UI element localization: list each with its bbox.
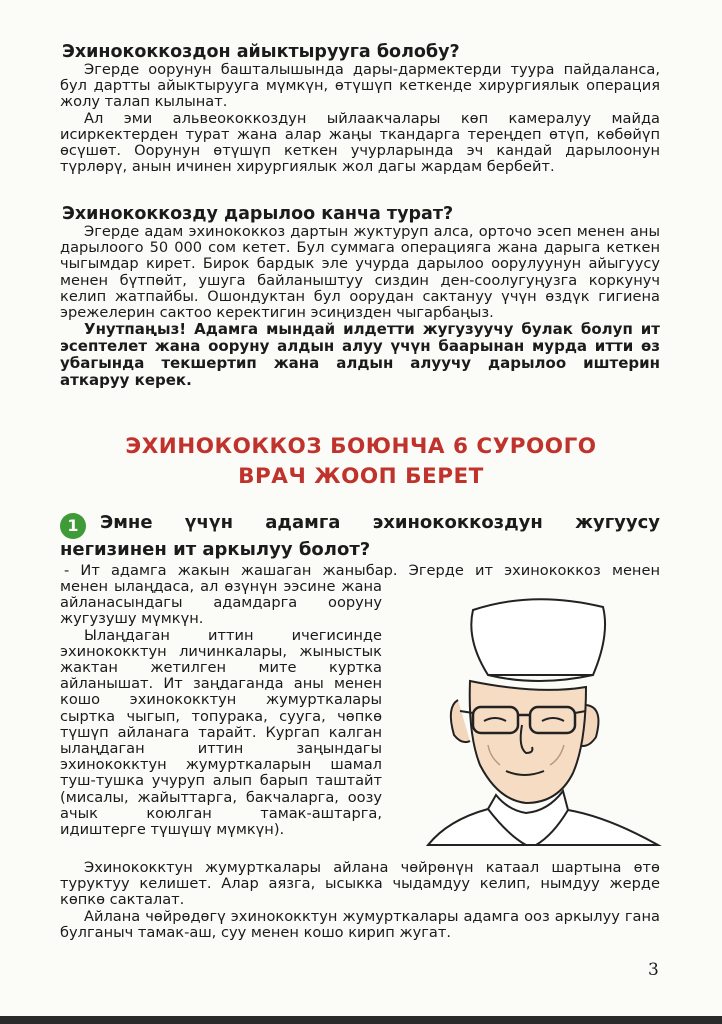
answer-column bbox=[60, 563, 382, 858]
paragraph: Эхинококктун жумурткалары айлана чөйрөнүн катаал шартына өтө туруктуу келишет. Алар аязга, ысыкка чыдамдуу келип, нымдуу жерде көпкө сакталат. bbox=[60, 859, 660, 909]
paragraph: Айлана чөйрөдөгү эхинококктун жумурткалары адамга ооз аркылуу гана булганыч тамак-аш, суу менен кошо кирип жугат. bbox=[60, 907, 660, 941]
question-1-heading bbox=[60, 512, 660, 561]
section-treatment-cost bbox=[60, 204, 660, 389]
question-number-badge: 1 bbox=[60, 513, 86, 539]
section-heading-treatability: Эхинококкоздон айыктырууга болобу? bbox=[62, 42, 460, 62]
section-heading-cost: Эхинококкозду дарылоо канча турат? bbox=[62, 204, 454, 224]
bottom-edge-bar bbox=[0, 1016, 722, 1024]
paragraph: Эгерде адам эхинококкоз дартын жуктуруп алса, орточо эсеп менен аны дарылоого 50 000 сом кетет. Бул суммага операцияга жана дарыга кеткен чыгымдар кирет. Бирок бардык эле учурда дарылоо оорулуунун айыгуусу менен бүтпөйт, ушуга байланыштуу сиздин ден-соолугуңузга коркунуч келип жатпайбы. Ошондуктан бул оорудан сактануу үчүн өздүк гигиена эрежелерин сактоо керектигин эсиңизден чыгарбаңыз. bbox=[60, 223, 660, 322]
paragraph: Ылаңдаган иттин ичегисинде эхинококктун личинкалары, жыныстык жактан жетилген мите куртка айланышат. Ит заңдаганда аны менен кошо эхинококктун жумурткалары сыртка чыгып, топурака, сууга, чөпкө түшүп айланага тарайт. Кургап калган ылаңдаган иттин заңындагы эхинококктун жумурткаларын шамал туш-тушка учуруп алып барып таштайт (мисалы, жайыттарга, бакчаларга, оозу ачык коюлган тамак-аштарга, идиштерге түшүшү мүмкүн). bbox=[60, 626, 382, 839]
answer-lead-continuation: менен ылаңдаса, ал өзүнүн ээсине жана айланасындагы адамдарга ооруну жугузушу мүмкүн. bbox=[60, 578, 382, 628]
page-number: 3 bbox=[648, 960, 659, 980]
question-1-title: Эмне үчүн адамга эхинококкоздун жугуусу негизинен ит аркылуу болот? bbox=[60, 512, 660, 560]
answer-lead-text: - Ит адамга жакын жашаган жаныбар. Эгерде ит эхинококкоз менен bbox=[64, 563, 660, 579]
banner-title-line1: ЭХИНОКОККОЗ БОЮНЧА 6 СУРООГО bbox=[125, 434, 597, 459]
doctor-illustration bbox=[418, 595, 663, 850]
spacer-line bbox=[60, 563, 382, 579]
paragraph: Эгерде оорунун башталышында дары-дармектерди туура пайдалансa, бул дартты айыктырууга мүмкүн, өтүшүп кеткенде хирургиялык операция жолу талап кылынат. bbox=[60, 61, 660, 111]
warning-paragraph: Унутпаңыз! Адамга мындай илдетти жугузуучу булак болуп ит эсептелет жана ооруну алдын алуу үчүн баарынан мурда итти өз убагында текшертип жана алдын алуучу дарылоо иштерин аткаруу керек. bbox=[60, 320, 660, 390]
section-treatability bbox=[60, 42, 660, 175]
banner-title-line2: ВРАЧ ЖООП БЕРЕТ bbox=[238, 464, 484, 489]
answer-continuation bbox=[60, 860, 660, 941]
paragraph: Ал эми альвеококкоздун ыйлаакчалары көп камералуу майда исиркектерден турат жана алар жаңы ткандарга тереңдеп өтүп, көбөйүп өсүшөт. Оорунун өтүшүп кеткен учурларында эч кандай дарылоонун түрлөрү, анын ичинен хирургиялык жол дагы жардам бербейт. bbox=[60, 109, 660, 176]
